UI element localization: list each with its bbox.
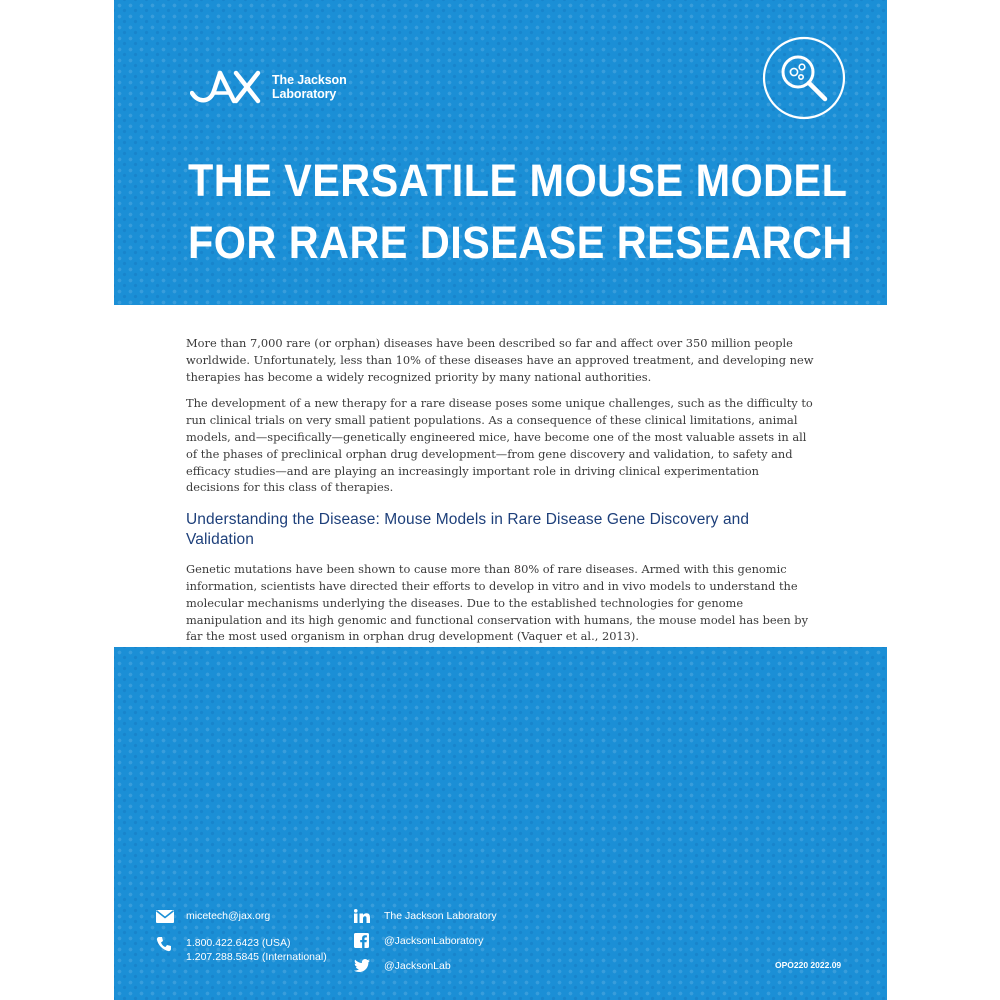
magnifier-with-cells-icon xyxy=(761,35,847,121)
section-paragraph: Genetic mutations have been shown to cause more than 80% of rare diseases. Armed with this genomic information, scientists have directed their efforts to develop in vitro and in vivo models to understand the molecular mechanisms underlying the diseases. Due to the established technologies for genome manipulation and its high genomic and functional conservation with humans, the mouse model has been by far the most used organism in orphan drug development (Vaquer et al., 2013). xyxy=(186,562,809,644)
phone-usa[interactable]: 1.800.422.6423 (USA) xyxy=(186,937,291,949)
contact-info xyxy=(186,907,786,987)
phone-row xyxy=(186,936,327,964)
twitter-row xyxy=(384,959,451,973)
logo-line-2: Laboratory xyxy=(272,87,337,101)
document-code: OPO220 2022.09 xyxy=(775,960,842,970)
linkedin-link[interactable]: The Jackson Laboratory xyxy=(384,910,497,922)
logo-line-1: The Jackson xyxy=(272,73,347,87)
twitter-icon xyxy=(354,959,370,972)
envelope-icon xyxy=(156,910,174,923)
title-line-2: FOR RARE DISEASE RESEARCH xyxy=(188,217,853,268)
facebook-row xyxy=(384,934,483,948)
linkedin-row xyxy=(384,909,497,923)
phone-international[interactable]: 1.207.288.5845 (International) xyxy=(186,951,327,963)
page-title xyxy=(188,150,853,274)
email-row xyxy=(186,909,270,923)
section-heading: Understanding the Disease: Mouse Models in Rare Disease Gene Discovery and Validation xyxy=(186,511,750,549)
facebook-icon xyxy=(354,933,369,948)
email-link[interactable]: micetech@jax.org xyxy=(186,910,271,922)
title-line-1: THE VERSATILE MOUSE MODEL xyxy=(188,155,848,206)
phone-icon xyxy=(156,936,172,952)
linkedin-icon xyxy=(354,909,370,923)
logo-wordmark xyxy=(272,73,347,101)
facebook-link[interactable]: @JacksonLaboratory xyxy=(384,935,484,947)
jax-logo xyxy=(190,69,347,105)
body-content xyxy=(186,335,816,655)
jax-logo-mark-icon xyxy=(190,69,266,105)
flyer-page xyxy=(114,0,887,1000)
footer-banner xyxy=(114,647,887,1000)
intro-paragraph-1: More than 7,000 rare (or orphan) diseases have been described so far and affect over 350 million people worldwide. Unfortunately, less than 10% of these diseases have an approved treatment, and developing new therapies has become a widely recognized priority by many national authorities. xyxy=(186,336,814,384)
intro-paragraph-2: The development of a new therapy for a rare disease poses some unique challenges, such as the difficulty to run clinical trials on very small patient populations. As a consequence of these clinical limitations, animal models, and—specifically—genetically engineered mice, have become one of the most valuable assets in all of the phases of preclinical orphan drug development—from gene discovery and validation, to safety and efficacy studies—and are playing an increasingly important role in driving clinical experimentation decisions for this class of therapies. xyxy=(186,396,813,495)
header-banner xyxy=(114,0,887,305)
twitter-link[interactable]: @JacksonLab xyxy=(384,960,451,972)
